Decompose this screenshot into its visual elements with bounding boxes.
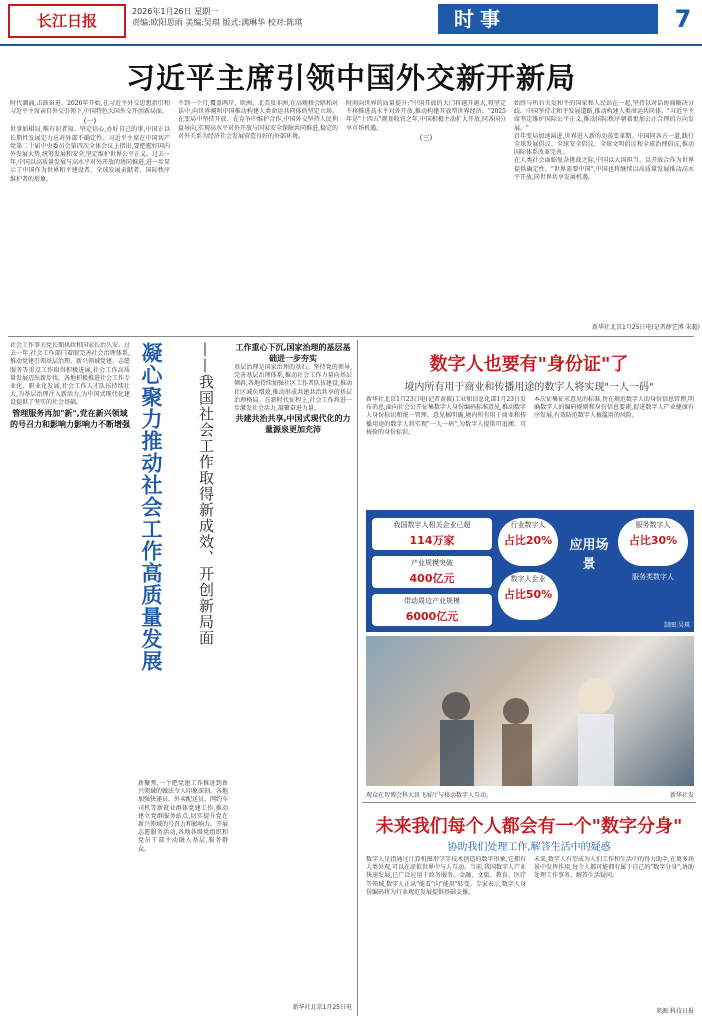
infographic-credit: 制图:吴琪 <box>663 622 690 629</box>
left-story-title: 凝心聚力推动社会工作高质量发展 <box>139 342 164 672</box>
application-tag: 应用场景 <box>569 538 609 572</box>
stat-market-label: 产业规模突破 <box>411 559 453 567</box>
left-text-3: 基层治理是国家治理的基石。坚持党的领导,完善基层治理体系,推动社会工作力量向基层倾斜,各地持续加强社区工作者队伍建设,推动社区减负增效,推动形成共建共治共享的基层治理格局。在新时代征程上,社会工作将进一步激发社会活力,凝聚奋进力量。 <box>234 364 352 413</box>
left-text-1: 社会工作事关党长期执政和国家长治久安。过去一年,社会工作部门着眼完善社会治理体系,推动党建引领基层治理、新兴领域党建、志愿服务等重点工作取得积极进展,社会工作高质量发展迈出新步伐。各地积极推进社会工作专业化、职业化发展,社会工作人才队伍持续壮大,为基层治理注入新活力,为中国式现代化建设提供了坚实的社会基础。 <box>10 342 130 407</box>
lead-text-3: 时间向世界的质量提升:"中国开放的大门将越开越大,将坚定不移推进高水平对外开放,推动构建开放型世界经济。"2025年是"十四五"规划收官之年,中国积极主动扩大开放,同各国分享市场机遇。 <box>346 100 506 132</box>
lead-source: 新华社北京1月25日电(记者薛艺博 朱超) <box>591 324 700 331</box>
stat-companies-label: 我国数字人相关企业已超 <box>393 521 471 529</box>
lead-text-1: 世事如棋局,唯有识者知。坚定信心,办好自己的事,中国正以长期性发展定力应对外部不确定性。习近平主席在中国共产党第二十届中央委员会第四次全体会议上指出,要把握好国内外发展大势,统筹发展和安全,坚定维护世界公平正义。过去一年,中国以高质量发展与高水平对外开放的协同推进,进一步显示了中国作为世界和平建设者、全球发展贡献者、国际秩序维护者的形象。 <box>10 126 170 183</box>
right-story-subtitle: 境内所有用于商业和传播用途的数字人将实现"一人一码" <box>404 382 654 393</box>
masthead <box>0 0 702 46</box>
stat-enterprise-value: 占比50% <box>503 588 553 601</box>
bottom-column-1 <box>366 856 526 1014</box>
right-column-1 <box>366 396 526 508</box>
left-subhead-0: 管理服务再加"新",党在新兴领域的号召力和影响力影响力不断增强 <box>10 408 130 429</box>
lead-column-1 <box>10 100 170 330</box>
stat-market <box>372 556 492 588</box>
section-label: 时事 <box>438 4 658 34</box>
photo-illustration <box>366 636 694 786</box>
stat-enterprise-share <box>498 572 558 620</box>
stat-related-label: 带动周边产业规模 <box>404 597 460 605</box>
masthead-rule <box>0 44 702 46</box>
date-line: 2026年1月26日 星期一 <box>132 7 219 16</box>
stat-related-industry <box>372 594 492 626</box>
editor-line: 责编:欧阳思雨 美编:吴琪 版式:满琳华 校对:陈琪 <box>132 18 303 27</box>
bottom-text-1: 数字人是指通过计算机图形学等技术创造的数字形象,它拥有人类外观,可以在虚拟世界中与人互动。当前,我国数字人产业快速发展,已广泛应用于政务服务、金融、文旅、教育、医疗等领域,数字人正从"能看"向"能用"转变。专家表示,数字人身份编码将为行业规范发展提供基础支撑。 <box>366 856 526 896</box>
right-text-1: 新华社北京1月23日电(记者黄筱)工业和信息化部1月23日发布消息,面向社会公开征集数字人身份编码标准意见,推动数字人身份标识和统一管理。意见稿明确,境内所有用于商业和传播用途的数字人将实现"一人一码",为数字人提供可追溯、可核验的身份标识。 <box>366 396 526 436</box>
left-column-2 <box>138 780 228 1012</box>
stat-service-value: 占比30% <box>628 534 678 547</box>
stat-industry-label: 行业数字人 <box>510 521 546 529</box>
lead-text-4: 始终与所有关爱和平的国家和人民站在一起,坚持以对话协商解决分歧。中国坚持走和平发展道路,推动构建人类命运共同体。"习近平主席坚定维护国际公平正义,推动国际秩序朝着更加公正合理的方向发展。" <box>514 100 694 132</box>
lead-text-4c: 在人类社会面临复杂挑战之际,中国以大国担当、以开放合作为世界提供确定性。"世界需要中国",中国也将继续以高质量发展推动高水平开放,同世界共享发展机遇。 <box>514 157 694 181</box>
stat-related-value: 6000亿元 <box>405 610 459 623</box>
stat-service-share <box>618 518 688 566</box>
section-number-1: (一) <box>83 117 97 126</box>
bottom-source: 来源:科技日报 <box>655 1008 694 1015</box>
left-column-3 <box>234 342 352 997</box>
service-note: 服务类数字人 <box>632 573 674 581</box>
bottom-column-2 <box>534 856 694 1004</box>
left-column-1 <box>10 342 130 1012</box>
divider-right <box>362 802 696 803</box>
lead-column-2 <box>178 100 338 330</box>
stat-industry-share <box>498 518 558 566</box>
stat-companies-value: 114万家 <box>409 534 455 547</box>
left-subhead-1: 工作重心下沉,国家治理的基层基础进一步夯实 <box>235 343 351 363</box>
column-divider <box>357 340 358 1016</box>
lead-column-4 <box>514 100 694 325</box>
bottom-story-title: 未来我们每个人都会有一个"数字分身" <box>375 816 683 837</box>
bottom-story-subtitle: 协助我们处理工作,解答生活中的疑惑 <box>447 842 611 853</box>
lead-text-2: 不到一个月,覆盖两岸、欧洲、北美及非洲,在高规格会晤和对话中,向世界阐明中国推动构建人类命运共同体的坚定立场。在变局中坚持开放、在竞争中维护合作,中国外交坚持人民利益导向,实现高水平对外开放与国家安全保障共同推进,稳定的对外关系为经济社会发展营造良好的外部环境。 <box>178 100 338 140</box>
left-subhead-2: 共建共治共享,中国式现代化的力量源泉更加充沛 <box>235 414 351 435</box>
bottom-text-2: 未来,数字人有望成为人们工作和生活中的得力助手,在更多场景中发挥作用,每个人都可能拥有属于自己的"数字分身",协助处理工作事务、解答生活疑问。 <box>534 856 694 880</box>
lead-intro: 时代潮涌,击鼓奋进。2026年开始,在习近平外交思想指引和习近平主席亲自外交引领下,中国特色大国外交开创新局面。 <box>10 100 170 116</box>
photo-credit: 新华社发 <box>669 792 694 799</box>
left-text-2: 新聚焦,一个把党建工作推进到新兴领域的做法令人印象深刻。各地加强快递员、外卖配送员、网约车司机等新就业群体党建工作,推动建立党群服务站点,切实提升党在新兴领域的号召力和影响力。开展志愿服务活动,各地各级党组织和党员干部主动融入基层,服务群众。 <box>138 780 228 853</box>
divider <box>8 336 694 337</box>
infographic <box>366 510 694 632</box>
left-source: 新华社北京1月25日电 <box>292 1004 352 1011</box>
stat-industry-value: 占比20% <box>503 534 553 547</box>
masthead-info <box>132 6 422 28</box>
lead-text-4b: 百年变局加速演进,世界进入新的动荡变革期。中国同各方一道,践行全球发展倡议、全球安全倡议、全球文明倡议和全球治理倡议,推动国际体系改革完善。 <box>514 132 694 157</box>
stat-service-label: 服务数字人 <box>635 521 671 529</box>
stat-companies <box>372 518 492 550</box>
right-column-2 <box>534 396 694 508</box>
lead-headline: 习近平主席引领中国外交新开新局 <box>125 61 576 95</box>
page-number: 7 <box>674 5 692 33</box>
photo-caption: 观众在智博会科大讯飞展厅与移动数字人互动。 <box>366 792 493 799</box>
right-text-2: 本次征集征求意见的标准,旨在规范数字人的身份信息管理,明确数字人的编码规则和身份信息要素,促进数字人产业健康有序发展,有效防范数字人被滥用的风险。 <box>534 396 694 420</box>
lead-column-3 <box>346 100 506 330</box>
section-number-3: (三) <box>419 133 433 142</box>
stat-market-value: 400亿元 <box>409 572 455 585</box>
left-story-subtitle: ——我国社会工作取得新成效、开创新局面 <box>197 342 215 646</box>
right-story-title: 数字人也要有"身份证"了 <box>429 354 629 375</box>
stat-enterprise-label: 数字人企业 <box>510 575 546 583</box>
news-photo <box>366 636 694 786</box>
newspaper-logo: 长江日报 <box>8 4 126 38</box>
